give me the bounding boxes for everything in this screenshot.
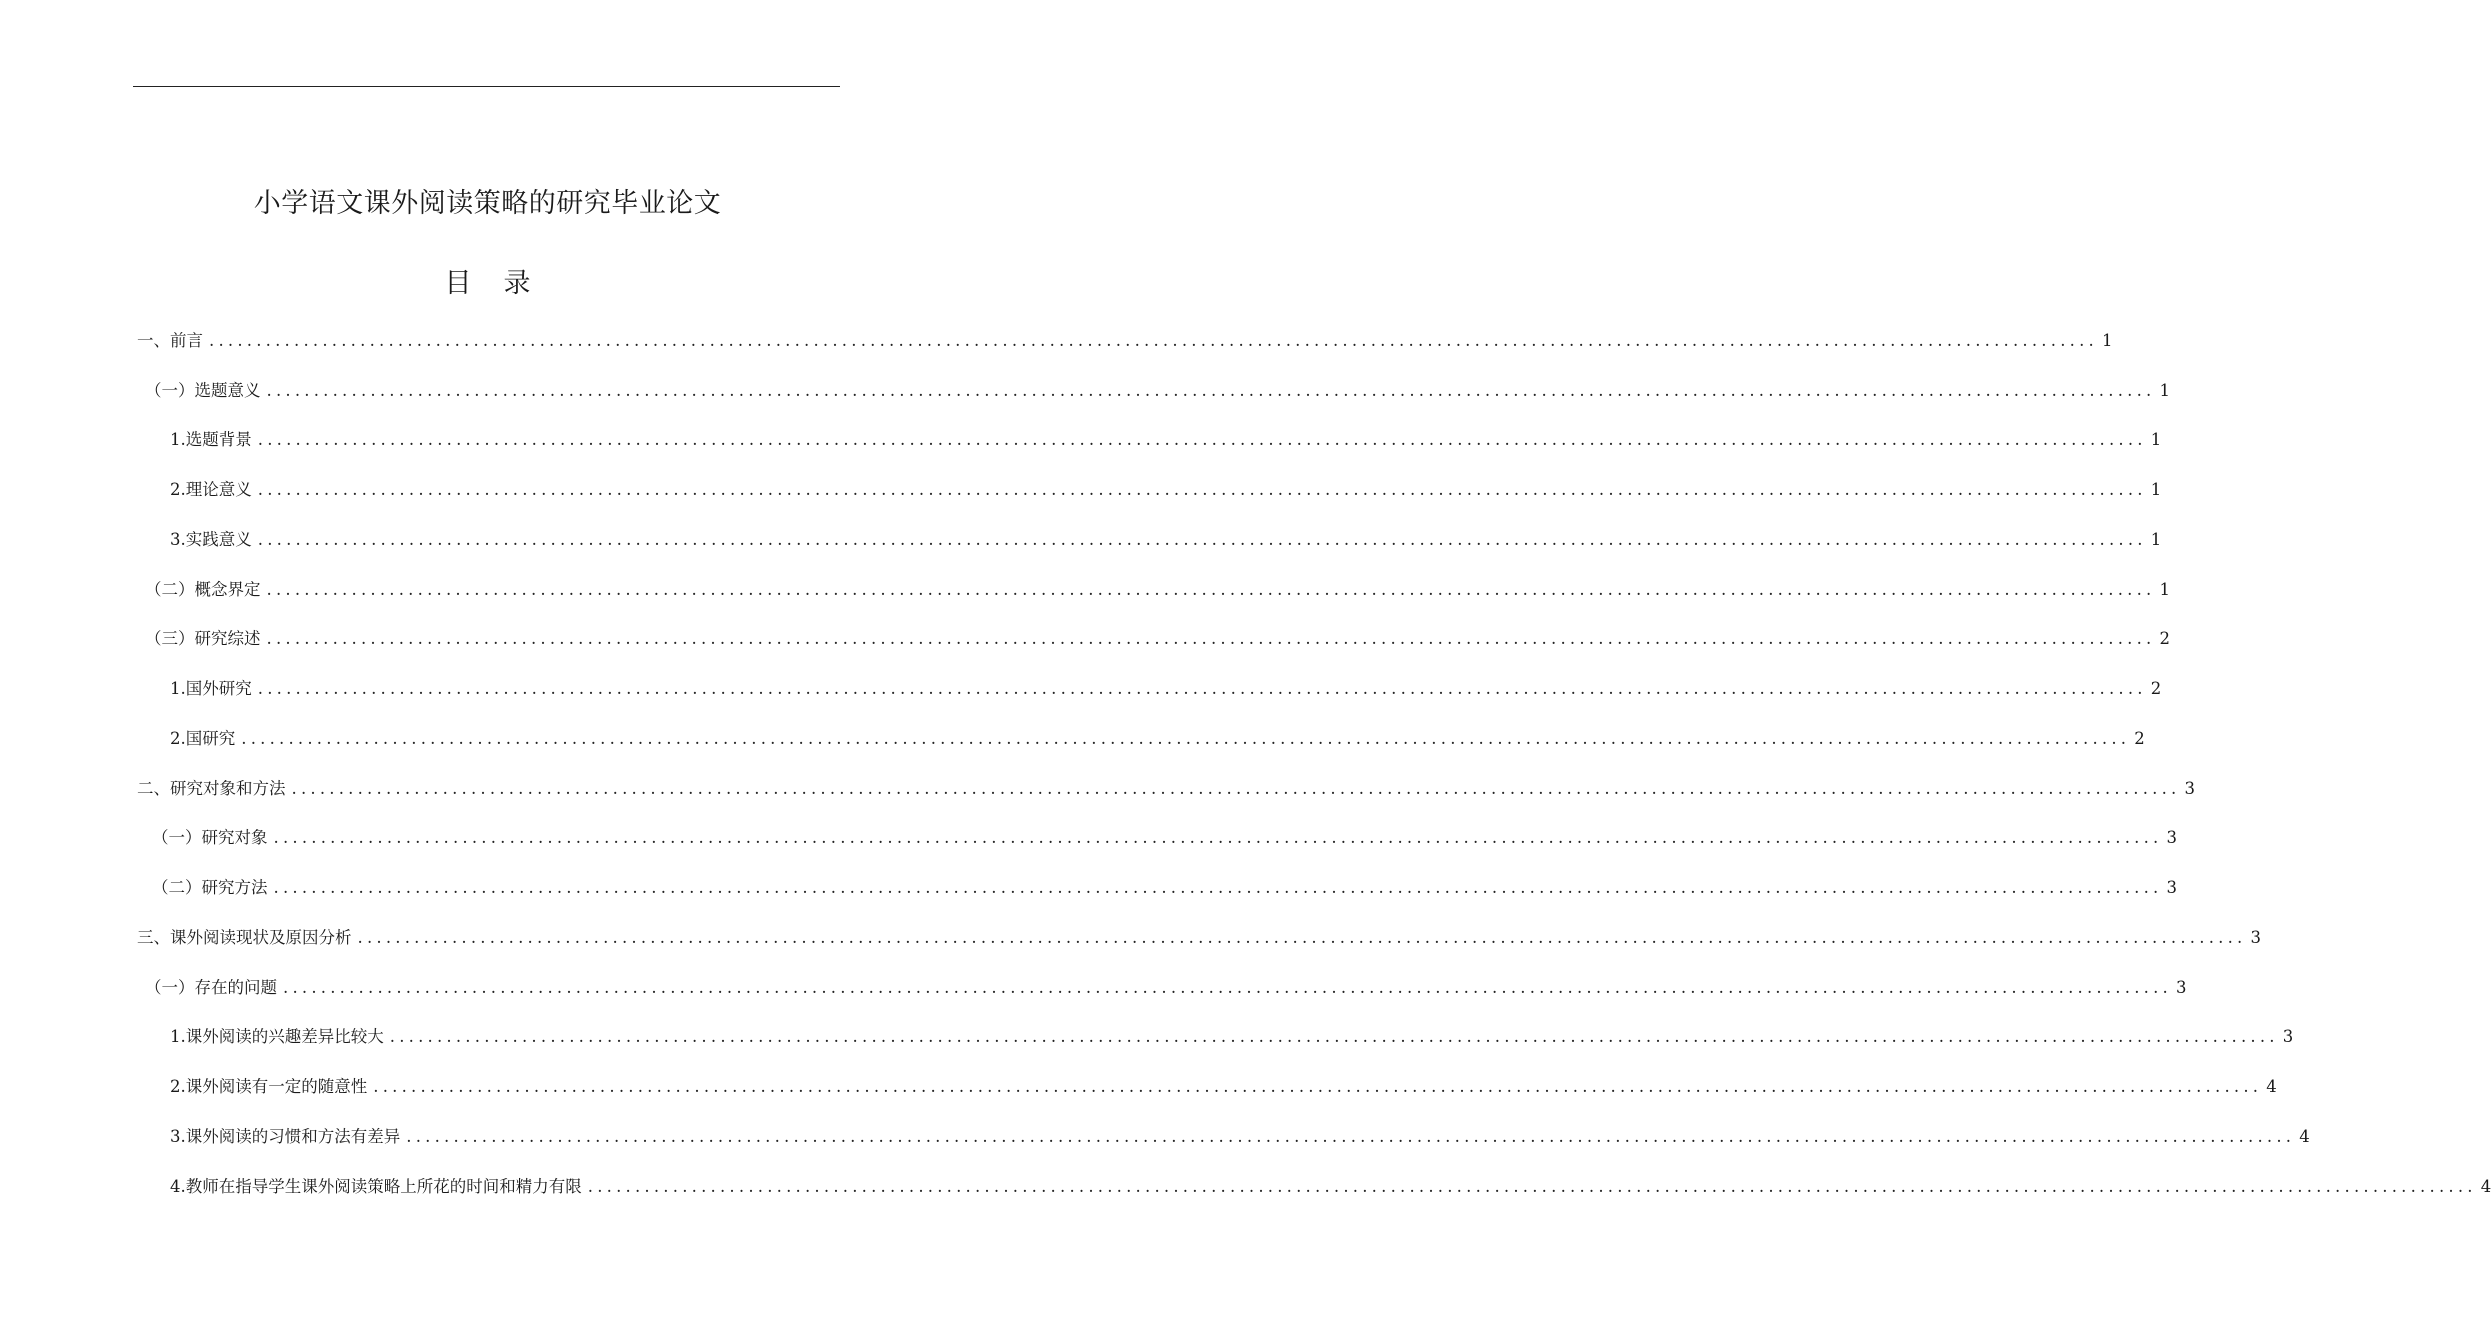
dot-leader: ........................................................................................................................................................................................................ <box>209 331 2098 350</box>
toc-page-number: 1 <box>2150 480 2162 499</box>
toc-entry[interactable] <box>170 724 2145 754</box>
toc-page-number: 4 <box>2266 1077 2277 1096</box>
toc-entry-label: 3.课外阅读的习惯和方法有差异 <box>170 1127 401 1146</box>
toc-entry-label: 3.实践意义 <box>170 530 252 549</box>
toc-entry[interactable] <box>145 624 2170 654</box>
toc-page-number: 4 <box>2480 1177 2491 1196</box>
toc-heading-char-1: 目 <box>444 268 472 299</box>
dot-leader: ........................................................................................................................................................................................................ <box>357 928 2247 947</box>
toc-entry-label: 1.课外阅读的兴趣差异比较大 <box>170 1027 384 1046</box>
toc-entry[interactable] <box>170 525 2162 555</box>
toc-entry[interactable] <box>170 674 2162 704</box>
toc-entry[interactable] <box>170 1172 2491 1202</box>
toc-entry-label: 4.教师在指导学生课外阅读策略上所花的时间和精力有限 <box>170 1177 582 1196</box>
toc-heading <box>0 264 975 304</box>
header-rule <box>133 86 840 87</box>
toc-heading-char-2: 录 <box>503 268 531 299</box>
toc-page-number: 2 <box>2134 729 2145 748</box>
toc-entry-label: 一、前言 <box>137 331 203 350</box>
toc-page-number: 3 <box>2166 878 2177 897</box>
toc-page-number: 4 <box>2299 1127 2310 1146</box>
toc-entry[interactable] <box>137 326 2113 356</box>
toc-entry-label: 2.课外阅读有一定的随意性 <box>170 1077 368 1096</box>
toc-entry[interactable] <box>137 774 2195 804</box>
toc-entry[interactable] <box>170 1022 2294 1052</box>
toc-entry-label: 二、研究对象和方法 <box>137 779 286 798</box>
dot-leader: ........................................................................................................................................................................................................ <box>283 978 2172 997</box>
dot-leader: ........................................................................................................................................................................................................ <box>406 1127 2296 1146</box>
toc-entry[interactable] <box>170 425 2162 455</box>
dot-leader: ........................................................................................................................................................................................................ <box>266 629 2156 648</box>
toc-page-number: 1 <box>2101 331 2113 350</box>
dot-leader: ........................................................................................................................................................................................................ <box>257 679 2147 698</box>
dot-leader: ........................................................................................................................................................................................................ <box>266 580 2156 599</box>
toc-entry[interactable] <box>152 873 2177 903</box>
toc-entry[interactable] <box>145 973 2187 1003</box>
dot-leader: ........................................................................................................................................................................................................ <box>257 430 2147 449</box>
toc-entry-label: （一）存在的问题 <box>145 978 277 997</box>
document-title: 小学语文课外阅读策略的研究毕业论文 <box>253 188 722 219</box>
dot-leader: ........................................................................................................................................................................................................ <box>273 828 2163 847</box>
toc-entry[interactable] <box>145 376 2170 406</box>
toc-page-number: 3 <box>2166 828 2177 847</box>
toc-page-number: 3 <box>2184 779 2195 798</box>
toc-entry-label: （二）研究方法 <box>152 878 268 897</box>
dot-leader: ........................................................................................................................................................................................................ <box>373 1077 2263 1096</box>
toc-page-number: 2 <box>2150 679 2162 698</box>
toc-entry-label: 2.国研究 <box>170 729 236 748</box>
dot-leader: ........................................................................................................................................................................................................ <box>241 729 2131 748</box>
dot-leader: ........................................................................................................................................................................................................ <box>389 1027 2279 1046</box>
toc-entry[interactable] <box>152 823 2177 853</box>
toc-entry[interactable] <box>170 1122 2310 1152</box>
toc-entry-label: （一）研究对象 <box>152 828 268 847</box>
dot-leader: ........................................................................................................................................................................................................ <box>273 878 2163 897</box>
dot-leader: ........................................................................................................................................................................................................ <box>587 1177 2477 1196</box>
toc-entry-label: 1.国外研究 <box>170 679 252 698</box>
toc-page-number: 3 <box>2250 928 2261 947</box>
toc-page-number: 1 <box>2150 430 2162 449</box>
toc-entry-label: （一）选题意义 <box>145 381 261 400</box>
toc-page-number: 2 <box>2159 629 2170 648</box>
dot-leader: ........................................................................................................................................................................................................ <box>291 779 2181 798</box>
toc-entry-label: （二）概念界定 <box>145 580 261 599</box>
toc-entry-label: 三、课外阅读现状及原因分析 <box>137 928 352 947</box>
toc-entry[interactable] <box>170 475 2162 505</box>
dot-leader: ........................................................................................................................................................................................................ <box>266 381 2156 400</box>
dot-leader: ........................................................................................................................................................................................................ <box>257 530 2147 549</box>
toc-page-number: 1 <box>2150 530 2162 549</box>
toc-page-number: 1 <box>2159 381 2170 400</box>
toc-entry-label: 2.理论意义 <box>170 480 252 499</box>
toc-entry-label: 1.选题背景 <box>170 430 252 449</box>
toc-page-number: 3 <box>2175 978 2187 997</box>
dot-leader: ........................................................................................................................................................................................................ <box>257 480 2147 499</box>
toc-page-number: 3 <box>2282 1027 2294 1046</box>
toc-entry-label: （三）研究综述 <box>145 629 261 648</box>
toc-entry[interactable] <box>145 575 2170 605</box>
toc-entry[interactable] <box>170 1072 2277 1102</box>
toc-page-number: 1 <box>2159 580 2170 599</box>
toc-entry[interactable] <box>137 923 2261 953</box>
